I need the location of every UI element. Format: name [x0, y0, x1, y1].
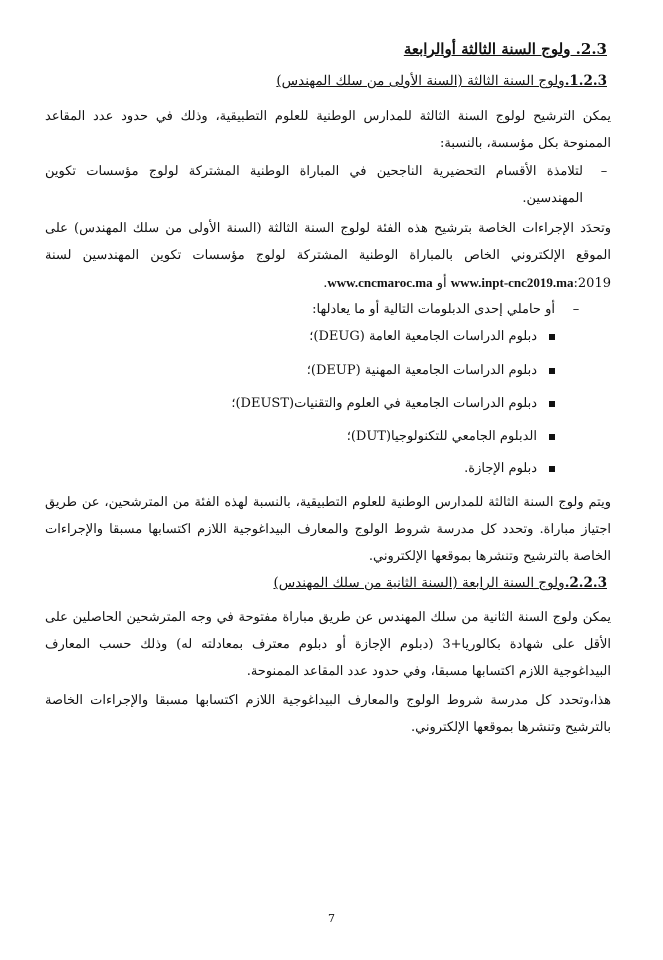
url-connector: أو: [432, 276, 451, 291]
link-cncmaroc[interactable]: www.cncmaroc.ma: [327, 275, 433, 290]
square-bullet-icon: [549, 466, 555, 472]
subsection-title: ولوج السنة الرابعة (السنة الثانية من سلك المهندس): [273, 575, 565, 591]
diploma-label: الدبلوم الجامعي للتكنولوجيا(DUT)؛: [346, 429, 537, 444]
diploma-label: دبلوم الإجازة.: [464, 461, 537, 476]
procedures-paragraph: [45, 215, 611, 297]
diploma-item: [464, 458, 555, 480]
list-item-diplomas: [45, 296, 583, 323]
diploma-item: [307, 360, 555, 382]
subsection-number: 1.2.3.: [564, 73, 607, 89]
section-heading: 2.3. ولوج السنة الثالثة أوالرابعة: [403, 40, 607, 58]
subsection-title: ولوج السنة الثالثة (السنة الأولى من سلك المهندس): [276, 73, 565, 89]
diploma-item: [309, 326, 555, 348]
square-bullet-icon: [549, 401, 555, 407]
square-bullet-icon: [549, 434, 555, 440]
fourth-year-paragraph: يمكن ولوج السنة الثانية من سلك المهندس عن طريق مباراة مفتوحة في وجه المترشحين الحاصلين على الأقل على شهادة بكالوريا+3 (دبلوم الإجازة أو دبلوم معترف بمعادلته له) وذلك حسب المعارف البيداغوجية اللازم اكتسابها مسبقا، وفي حدود عدد المقاعد الممنوحة.: [45, 610, 611, 679]
diploma-item: [347, 426, 555, 448]
dash-marker: –: [600, 164, 608, 179]
link-inpt-cnc[interactable]: www.inpt-cnc2019.ma: [450, 275, 574, 290]
square-bullet-icon: [549, 334, 555, 340]
diploma-label: دبلوم الدراسات الجامعية في العلوم والتقنيات(DEUST)؛: [231, 396, 537, 411]
list-item-preparatory: [45, 158, 611, 212]
list-item-text: أو حاملي إحدى الدبلومات التالية أو ما يعادلها:: [312, 302, 555, 317]
diploma-item: [231, 393, 555, 415]
dash-marker: –: [572, 302, 580, 317]
subsection-number: 2.2.3.: [564, 575, 607, 591]
url-end: .: [323, 276, 328, 291]
subsection-heading-1: [47, 70, 607, 92]
fourth-year-procedures: هذا،وتحدد كل مدرسة شروط الولوج والمعارف البيداغوجية اللازم اكتسابها مسبقا والإجراءات الخاصة بالترشيح وتنشرها بموقعها الإلكتروني.: [45, 693, 611, 735]
list-item-text: لتلامذة الأقسام التحضيرية الناجحين في المباراة الوطنية المشتركة لولوج مؤسسات تكوين المهندسين.: [45, 164, 583, 206]
procedures-text: وتحدَد الإجراءات الخاصة بترشيح هذه الفئة لولوج السنة الثالثة (السنة الأولى من سلك المهندس) على الموقع الإلكتروني الخاص بالمباراة الوطنية المشتركة لولوج مؤسسات تكوين المهندسين لسنة 2019:: [45, 221, 611, 291]
subsection-heading-2: [47, 572, 607, 594]
square-bullet-icon: [549, 368, 555, 374]
diploma-label: دبلوم الدراسات الجامعية العامة (DEUG)؛: [309, 329, 537, 344]
closing-paragraph: ويتم ولوج السنة الثالثة للمدارس الوطنية للعلوم التطبيقية، بالنسبة لهذه الفئة من المترشحين، عن طريق اجتياز مباراة. وتحدد كل مدرسة شروط الولوج والمعارف البيداغوجية اللازم اكتسابها مسبقا والإجراءات الخاصة بالترشيح وتنشرها بموقعها الإلكتروني.: [45, 495, 611, 564]
page-number: 7: [328, 912, 335, 925]
intro-paragraph: يمكن الترشيح لولوج السنة الثالثة للمدارس الوطنية للعلوم التطبيقية، وذلك في حدود عدد المقاعد الممنوحة بكل مؤسسة، بالنسبة:: [45, 109, 611, 151]
diploma-label: دبلوم الدراسات الجامعية المهنية (DEUP)؛: [306, 363, 537, 378]
